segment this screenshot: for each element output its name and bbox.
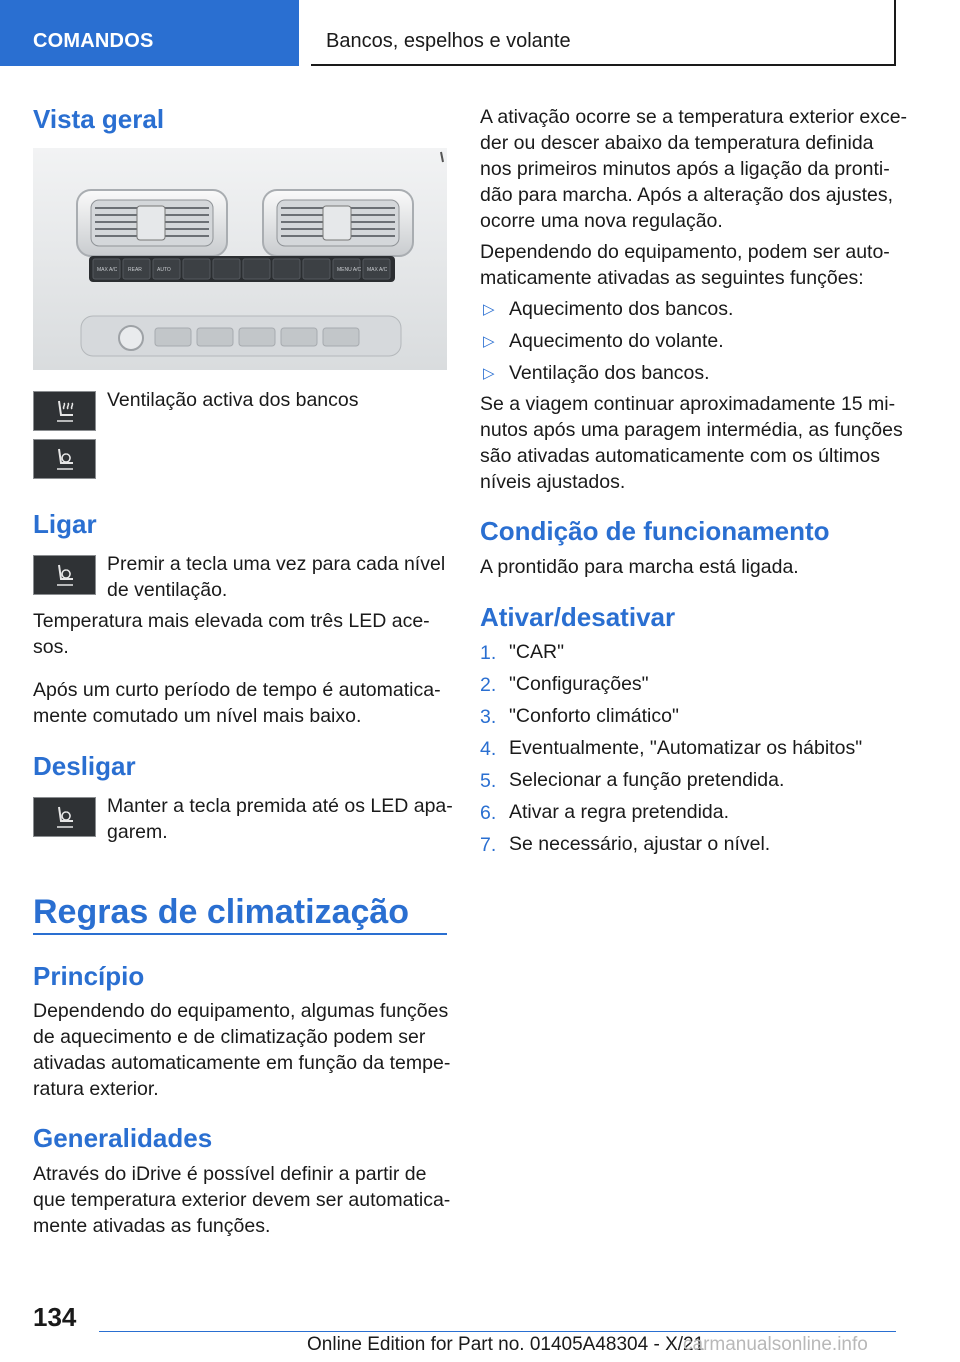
heading-rule bbox=[33, 933, 447, 935]
photo-btn-label: AUTO bbox=[157, 267, 171, 273]
trip-text-line: Se a viagem continuar aproximadamente 15 mi- bbox=[480, 393, 896, 415]
activation-text-line: ocorre uma nova regulação. bbox=[480, 210, 723, 232]
seat-ventilation-button-icon bbox=[33, 797, 96, 837]
photo-btn-label: MAX A/C bbox=[97, 267, 118, 273]
climate-panel-illustration bbox=[33, 148, 447, 370]
principio-text-line: ativadas automaticamente em função da tempe- bbox=[33, 1052, 451, 1074]
ligar-text-line: Após um curto período de tempo é automatica- bbox=[33, 679, 441, 701]
ligar-instruction-line2: de ventilação. bbox=[107, 579, 228, 601]
step-text: "Conforto climático" bbox=[509, 705, 679, 727]
step-number: 2. bbox=[480, 674, 497, 696]
step-number: 4. bbox=[480, 738, 497, 760]
photo-btn-label: MENU A/C bbox=[337, 267, 362, 273]
step-number: 1. bbox=[480, 642, 497, 664]
seat-ventilation-alt-icon bbox=[33, 439, 96, 479]
step-text: "Configurações" bbox=[509, 673, 649, 695]
seat-ventilation-icon bbox=[33, 391, 96, 431]
step-number: 3. bbox=[480, 706, 497, 728]
page-number: 134 bbox=[33, 1302, 77, 1332]
principio-text-line: ratura exterior. bbox=[33, 1078, 159, 1100]
generalidades-heading: Generalidades bbox=[33, 1123, 213, 1153]
regras-heading: Regras de climatização bbox=[33, 893, 410, 931]
footer-rule bbox=[99, 1331, 896, 1332]
principio-text-line: Dependendo do equipamento, algumas funções bbox=[33, 1000, 449, 1022]
triangle-right-icon: ▷ bbox=[483, 365, 495, 382]
climate-panel-photo bbox=[33, 148, 447, 370]
principio-heading: Princípio bbox=[33, 961, 145, 991]
activation-text-line: A ativação ocorre se a temperatura exterior exce- bbox=[480, 106, 908, 128]
watermark-text: carmanualsonline.info bbox=[683, 1334, 868, 1355]
bullet-item: Aquecimento dos bancos. bbox=[509, 298, 734, 320]
generalidades-text-line: Através do iDrive é possível definir a partir de bbox=[33, 1163, 427, 1185]
step-text: Eventualmente, "Automatizar os hábitos" bbox=[509, 737, 863, 759]
step-number: 6. bbox=[480, 802, 497, 824]
vista-geral-heading: Vista geral bbox=[33, 104, 165, 134]
ligar-text-line: sos. bbox=[33, 636, 69, 658]
seat-ventilation-button-icon bbox=[33, 555, 96, 595]
bullet-item: Aquecimento do volante. bbox=[509, 330, 724, 352]
photo-btn-label: REAR bbox=[128, 267, 142, 273]
step-number: 7. bbox=[480, 834, 497, 856]
generalidades-text-line: mente ativadas as funções. bbox=[33, 1215, 271, 1237]
trip-text-line: nutos após uma paragem intermédia, as funções bbox=[480, 419, 903, 441]
activation-text-line: nos primeiros minutos após a ligação da pronti- bbox=[480, 158, 890, 180]
bullet-item: Ventilação dos bancos. bbox=[509, 362, 710, 384]
step-text: Ativar a regra pretendida. bbox=[509, 801, 730, 823]
ligar-text-line: Temperatura mais elevada com três LED ace- bbox=[33, 610, 430, 632]
section-tab bbox=[0, 0, 299, 66]
triangle-right-icon: ▷ bbox=[483, 333, 495, 350]
activation-text-line: der ou descer abaixo da temperatura definida bbox=[480, 132, 874, 154]
icon-caption: Ventilação activa dos bancos bbox=[107, 389, 359, 411]
ligar-heading: Ligar bbox=[33, 509, 97, 539]
step-text: Se necessário, ajustar o nível. bbox=[509, 833, 771, 855]
principio-text-line: de aquecimento e de climatização podem ser bbox=[33, 1026, 426, 1048]
activation-text-line: dão para marcha. Após a alteração dos ajustes, bbox=[480, 184, 894, 206]
chapter-title: Bancos, espelhos e volante bbox=[326, 30, 571, 52]
functions-intro-line: maticamente ativadas as seguintes funções: bbox=[480, 267, 864, 289]
trip-text-line: níveis ajustados. bbox=[480, 471, 626, 493]
desligar-instruction-line1: Manter a tecla premida até os LED apa- bbox=[107, 795, 453, 817]
functions-intro-line: Dependendo do equipamento, podem ser auto- bbox=[480, 241, 890, 263]
desligar-heading: Desligar bbox=[33, 751, 136, 781]
edition-text: Online Edition for Part no. 01405A48304 - X/21 bbox=[307, 1334, 705, 1355]
section-title: COMANDOS bbox=[33, 30, 154, 52]
step-text: Selecionar a função pretendida. bbox=[509, 769, 785, 791]
chapter-header bbox=[311, 0, 896, 66]
triangle-right-icon: ▷ bbox=[483, 301, 495, 318]
step-text: "CAR" bbox=[509, 641, 565, 663]
trip-text-line: são ativadas automaticamente com os últimos bbox=[480, 445, 880, 467]
step-number: 5. bbox=[480, 770, 497, 792]
ligar-text-line: mente comutado um nível mais baixo. bbox=[33, 705, 362, 727]
ligar-instruction-line1: Premir a tecla uma vez para cada nível bbox=[107, 553, 446, 575]
generalidades-text-line: que temperatura exterior devem ser automatica- bbox=[33, 1189, 451, 1211]
ativar-heading: Ativar/desativar bbox=[480, 602, 676, 632]
condicao-heading: Condição de funcionamento bbox=[480, 516, 830, 546]
photo-btn-label: MAX A/C bbox=[367, 267, 388, 273]
desligar-instruction-line2: garem. bbox=[107, 821, 168, 843]
condicao-text: A prontidão para marcha está ligada. bbox=[480, 556, 799, 578]
